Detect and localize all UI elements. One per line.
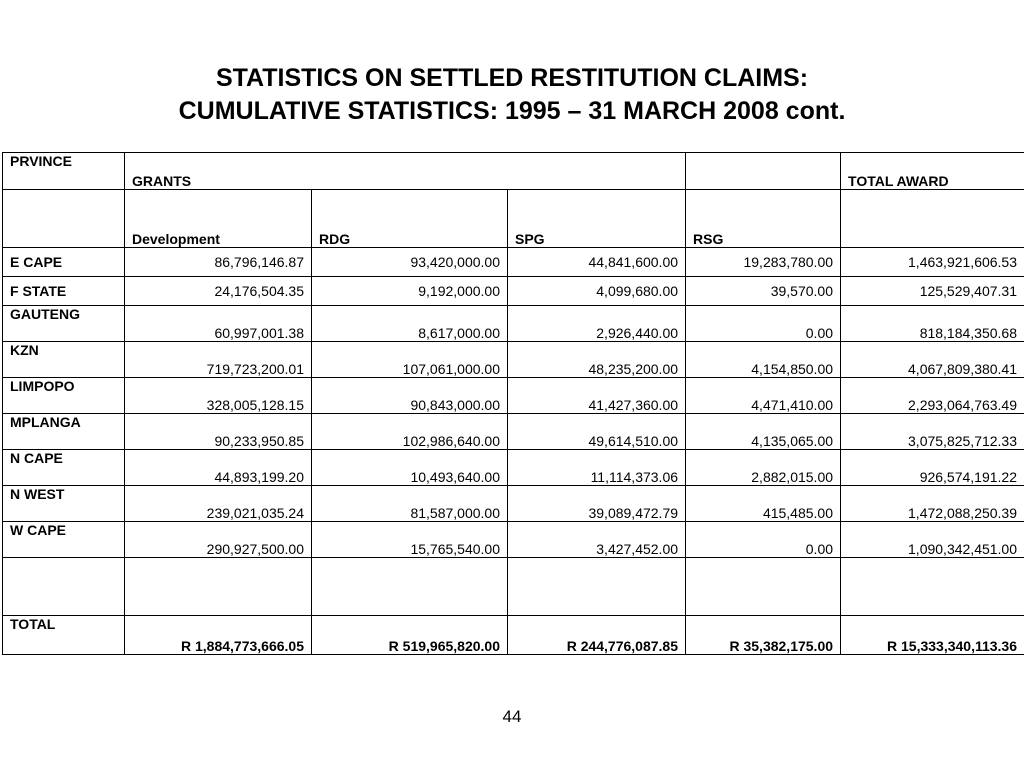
spg-cell: 2,926,440.00 xyxy=(508,306,686,342)
province-cell: GAUTENG xyxy=(3,306,125,342)
blank-cell xyxy=(312,558,508,616)
page-number: 44 xyxy=(502,707,522,726)
development-cell: 44,893,199.20 xyxy=(125,450,312,486)
blank-cell xyxy=(686,558,841,616)
province-cell: MPLANGA xyxy=(3,414,125,450)
total-label: TOTAL xyxy=(3,616,125,655)
table-row xyxy=(3,378,1024,414)
development-cell: 24,176,504.35 xyxy=(125,277,312,306)
total-award-cell: 1,472,088,250.39 xyxy=(841,486,1024,522)
table-row xyxy=(3,414,1024,450)
province-cell: F STATE xyxy=(3,277,125,306)
rdg-cell: 8,617,000.00 xyxy=(312,306,508,342)
header-grants: GRANTS xyxy=(125,153,686,190)
spg-cell: 41,427,360.00 xyxy=(508,378,686,414)
province-cell: KZN xyxy=(3,342,125,378)
development-cell: 290,927,500.00 xyxy=(125,522,312,558)
total-spg-cell: R 244,776,087.85 xyxy=(508,616,686,655)
spg-cell: 39,089,472.79 xyxy=(508,486,686,522)
rdg-cell: 81,587,000.00 xyxy=(312,486,508,522)
total-rdg-cell: R 519,965,820.00 xyxy=(312,616,508,655)
table-row xyxy=(3,342,1024,378)
rsg-cell: 19,283,780.00 xyxy=(686,248,841,277)
table-row xyxy=(3,306,1024,342)
total-award-cell: 3,075,825,712.33 xyxy=(841,414,1024,450)
table-row xyxy=(3,248,1024,277)
rsg-cell: 4,154,850.00 xyxy=(686,342,841,378)
header-total-award: TOTAL AWARD xyxy=(841,153,1024,190)
header-row-2 xyxy=(3,190,1024,248)
blank-cell xyxy=(125,558,312,616)
spg-cell: 3,427,452.00 xyxy=(508,522,686,558)
total-award-cell: 926,574,191.22 xyxy=(841,450,1024,486)
header-2-blank-total xyxy=(841,190,1024,248)
table-body xyxy=(3,153,1024,655)
header-row-1 xyxy=(3,153,1024,190)
rsg-cell: 2,882,015.00 xyxy=(686,450,841,486)
header-province: PRVINCE xyxy=(3,153,125,190)
rdg-cell: 102,986,640.00 xyxy=(312,414,508,450)
development-cell: 86,796,146.87 xyxy=(125,248,312,277)
table-row xyxy=(3,450,1024,486)
spg-cell: 44,841,600.00 xyxy=(508,248,686,277)
development-cell: 90,233,950.85 xyxy=(125,414,312,450)
development-cell: 239,021,035.24 xyxy=(125,486,312,522)
province-cell: LIMPOPO xyxy=(3,378,125,414)
rsg-cell: 0.00 xyxy=(686,306,841,342)
spg-cell: 11,114,373.06 xyxy=(508,450,686,486)
total-award-cell: 125,529,407.31 xyxy=(841,277,1024,306)
rdg-cell: 9,192,000.00 xyxy=(312,277,508,306)
title-line-2: CUMULATIVE STATISTICS: 1995 – 31 MARCH 2008 cont. xyxy=(178,97,846,125)
rsg-cell: 0.00 xyxy=(686,522,841,558)
rsg-cell: 415,485.00 xyxy=(686,486,841,522)
header-blank xyxy=(686,153,841,190)
slide-title xyxy=(0,62,1024,128)
total-award-cell: 1,090,342,451.00 xyxy=(841,522,1024,558)
blank-cell xyxy=(841,558,1024,616)
province-cell: W CAPE xyxy=(3,522,125,558)
total-rsg-cell: R 35,382,175.00 xyxy=(686,616,841,655)
rsg-cell: 4,471,410.00 xyxy=(686,378,841,414)
spg-cell: 4,099,680.00 xyxy=(508,277,686,306)
total-award-cell: 1,463,921,606.53 xyxy=(841,248,1024,277)
total-development-cell: R 1,884,773,666.05 xyxy=(125,616,312,655)
province-cell: N CAPE xyxy=(3,450,125,486)
province-cell: E CAPE xyxy=(3,248,125,277)
header-rsg: RSG xyxy=(686,190,841,248)
header-spg: SPG xyxy=(508,190,686,248)
development-cell: 719,723,200.01 xyxy=(125,342,312,378)
rdg-cell: 107,061,000.00 xyxy=(312,342,508,378)
title-line-1: STATISTICS ON SETTLED RESTITUTION CLAIMS: xyxy=(215,64,809,92)
rsg-cell: 39,570.00 xyxy=(686,277,841,306)
table-row xyxy=(3,277,1024,306)
total-award-cell: 2,293,064,763.49 xyxy=(841,378,1024,414)
table-row xyxy=(3,522,1024,558)
grand-total-award-cell: R 15,333,340,113.36 xyxy=(841,616,1024,655)
development-cell: 328,005,128.15 xyxy=(125,378,312,414)
table-row xyxy=(3,486,1024,522)
total-row xyxy=(3,616,1024,655)
rsg-cell: 4,135,065.00 xyxy=(686,414,841,450)
header-rdg: RDG xyxy=(312,190,508,248)
blank-cell xyxy=(508,558,686,616)
rdg-cell: 15,765,540.00 xyxy=(312,522,508,558)
restitution-statistics-table xyxy=(2,152,1024,655)
header-2-blank-province xyxy=(3,190,125,248)
spg-cell: 49,614,510.00 xyxy=(508,414,686,450)
development-cell: 60,997,001.38 xyxy=(125,306,312,342)
province-cell: N WEST xyxy=(3,486,125,522)
header-development: Development xyxy=(125,190,312,248)
rdg-cell: 93,420,000.00 xyxy=(312,248,508,277)
rdg-cell: 10,493,640.00 xyxy=(312,450,508,486)
blank-cell xyxy=(3,558,125,616)
total-award-cell: 4,067,809,380.41 xyxy=(841,342,1024,378)
total-award-cell: 818,184,350.68 xyxy=(841,306,1024,342)
blank-row xyxy=(3,558,1024,616)
rdg-cell: 90,843,000.00 xyxy=(312,378,508,414)
spg-cell: 48,235,200.00 xyxy=(508,342,686,378)
